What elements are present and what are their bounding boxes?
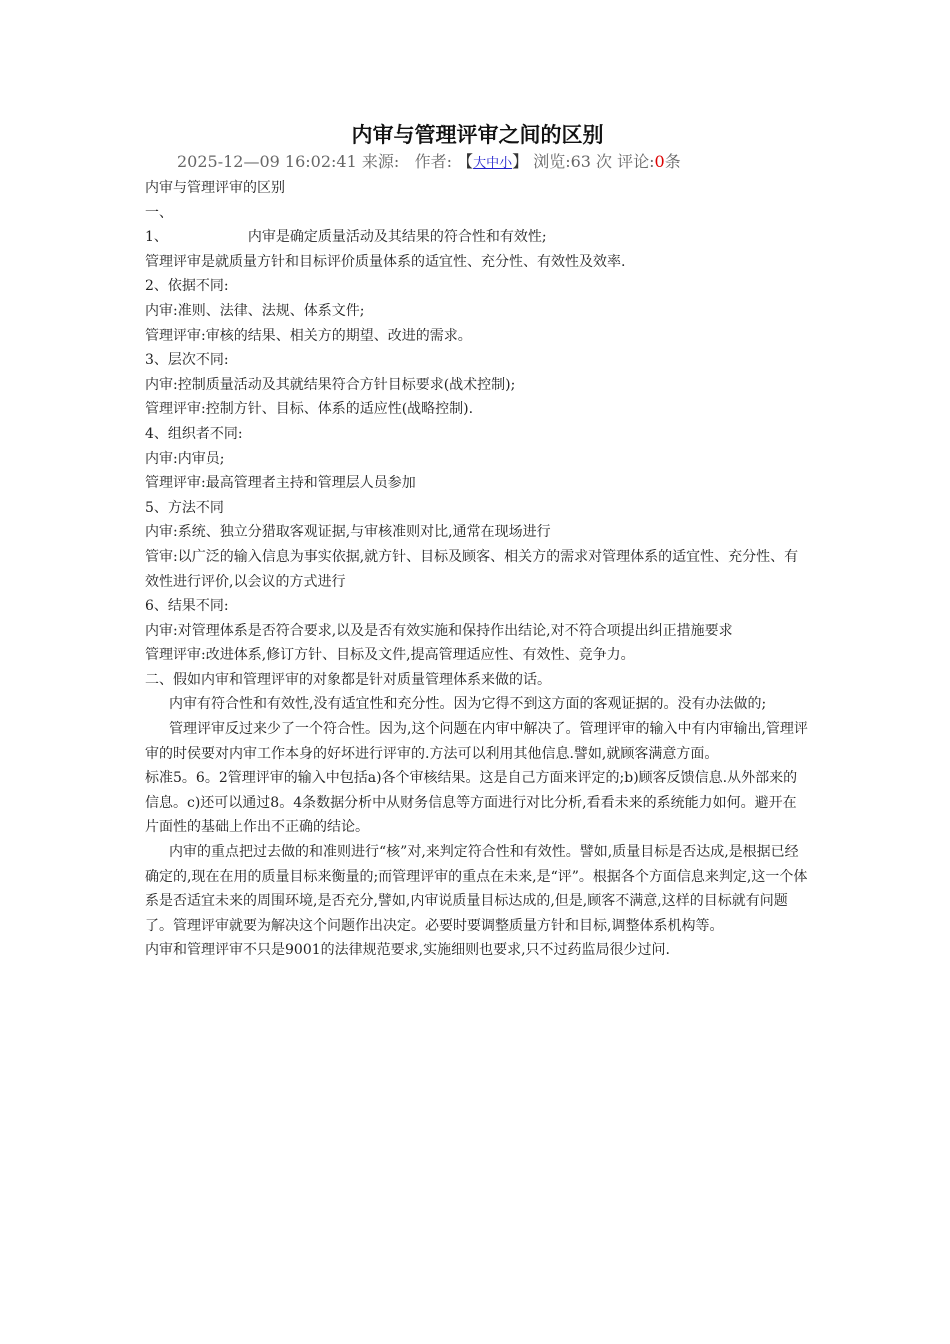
paragraph: 内审的重点把过去做的和准则进行“核”对,来判定符合性和有效性。譬如,质量目标是否达成,是根据已经确定的,现在在用的质量目标来衡量的;而管理评审的重点在未来,是“评”。根据各个方面信息来判定,这一个体系是否适宜未来的周围环境,是否充分,譬如,内审说质量目标达成的,但是,顾客不满意,这样的目标就有问题了。管理评审就要为解决这个问题作出决定。必要时要调整质量方针和目标,调整体系机构等。 — [145, 844, 808, 934]
comments-label: 评论: — [617, 152, 655, 171]
comments-count: 0 — [654, 152, 665, 171]
paragraph: 内审与管理评审的区别 — [145, 180, 285, 196]
paragraph-text: 内审是确定质量活动及其结果的符合性和有效性; — [247, 229, 547, 246]
author-label: 作者: — [414, 152, 452, 171]
list-number: 1、 — [145, 229, 168, 246]
paragraph: 6、结果不同: — [145, 598, 229, 615]
paragraph: 内审:系统、独立分猎取客观证据,与审核准则对比,通常在现场进行 — [145, 524, 551, 541]
article-body — [145, 176, 810, 963]
paragraph: 3、层次不同: — [145, 352, 229, 369]
paragraph: 管理评审是就质量方针和目标评价质量体系的适宜性、充分性、有效性及效率. — [145, 253, 626, 270]
bracket-open: 【 — [457, 152, 474, 171]
paragraph: 标准5。6。2管理评审的输入中包括a)各个审核结果。这是自己方面来评定的;b)顾客反馈信息.从外部来的信息。c)还可以通过8。4条数据分析中从财务信息等方面进行对比分析,看看未来的系统能力如何。避开在片面性的基础上作出不正确的结论。 — [145, 770, 798, 836]
views-count: 浏览:63 次 — [533, 152, 613, 171]
paragraph: 内审:控制质量活动及其就结果符合方针目标要求(战术控制); — [145, 376, 516, 393]
font-size-link[interactable]: 大中小 — [473, 156, 513, 171]
paragraph: 2、依据不同: — [145, 278, 229, 295]
paragraph: 内审有符合性和有效性,没有适宜性和充分性。因为它得不到这方面的客观证据的。没有办法做的; — [169, 696, 767, 713]
page-title: 内审与管理评审之间的区别 — [351, 123, 604, 147]
paragraph: 管理评审:改进体系,修订方针、目标及文件,提高管理适应性、有效性、竞争力。 — [145, 647, 635, 664]
paragraph: 内审:内审员; — [145, 450, 225, 467]
paragraph: 内审:准则、法律、法规、体系文件; — [145, 302, 365, 319]
paragraph: 内审和管理评审不只是9001的法律规范要求,实施细则也要求,只不过药监局很少过问. — [145, 942, 670, 959]
paragraph — [145, 225, 810, 250]
paragraph: 二、假如内审和管理评审的对象都是针对质量管理体系来做的话。 — [145, 671, 551, 688]
article-meta — [177, 151, 827, 175]
publish-datetime: 2025-12—09 16:02:41 — [177, 152, 357, 171]
paragraph: 一、 — [145, 204, 173, 221]
paragraph: 5、方法不同 — [145, 499, 224, 516]
source-label: 来源: — [361, 152, 400, 171]
paragraph: 管理评审:最高管理者主持和管理层人员参加 — [145, 475, 416, 492]
bracket-close: 】 — [512, 152, 529, 171]
paragraph: 4、组织者不同: — [145, 425, 243, 442]
comments-unit: 条 — [664, 152, 681, 171]
paragraph: 管理评审:审核的结果、相关方的期望、改进的需求。 — [145, 327, 472, 344]
paragraph: 管理评审:控制方针、目标、体系的适应性(战略控制). — [145, 401, 474, 418]
paragraph: 管审:以广泛的输入信息为事实依据,就方针、目标及顾客、相关方的需求对管理体系的适宜性、充分性、有效性进行评价,以会议的方式进行 — [145, 548, 799, 590]
paragraph: 内审:对管理体系是否符合要求,以及是否有效实施和保持作出结论,对不符合项提出纠正措施要求 — [145, 622, 733, 639]
paragraph: 管理评审反过来少了一个符合性。因为,这个问题在内审中解决了。管理评审的输入中有内审输出,管理评审的时侯要对内审工作本身的好坏进行评审的.方法可以利用其他信息.譬如,就顾客满意方面。 — [145, 721, 808, 762]
